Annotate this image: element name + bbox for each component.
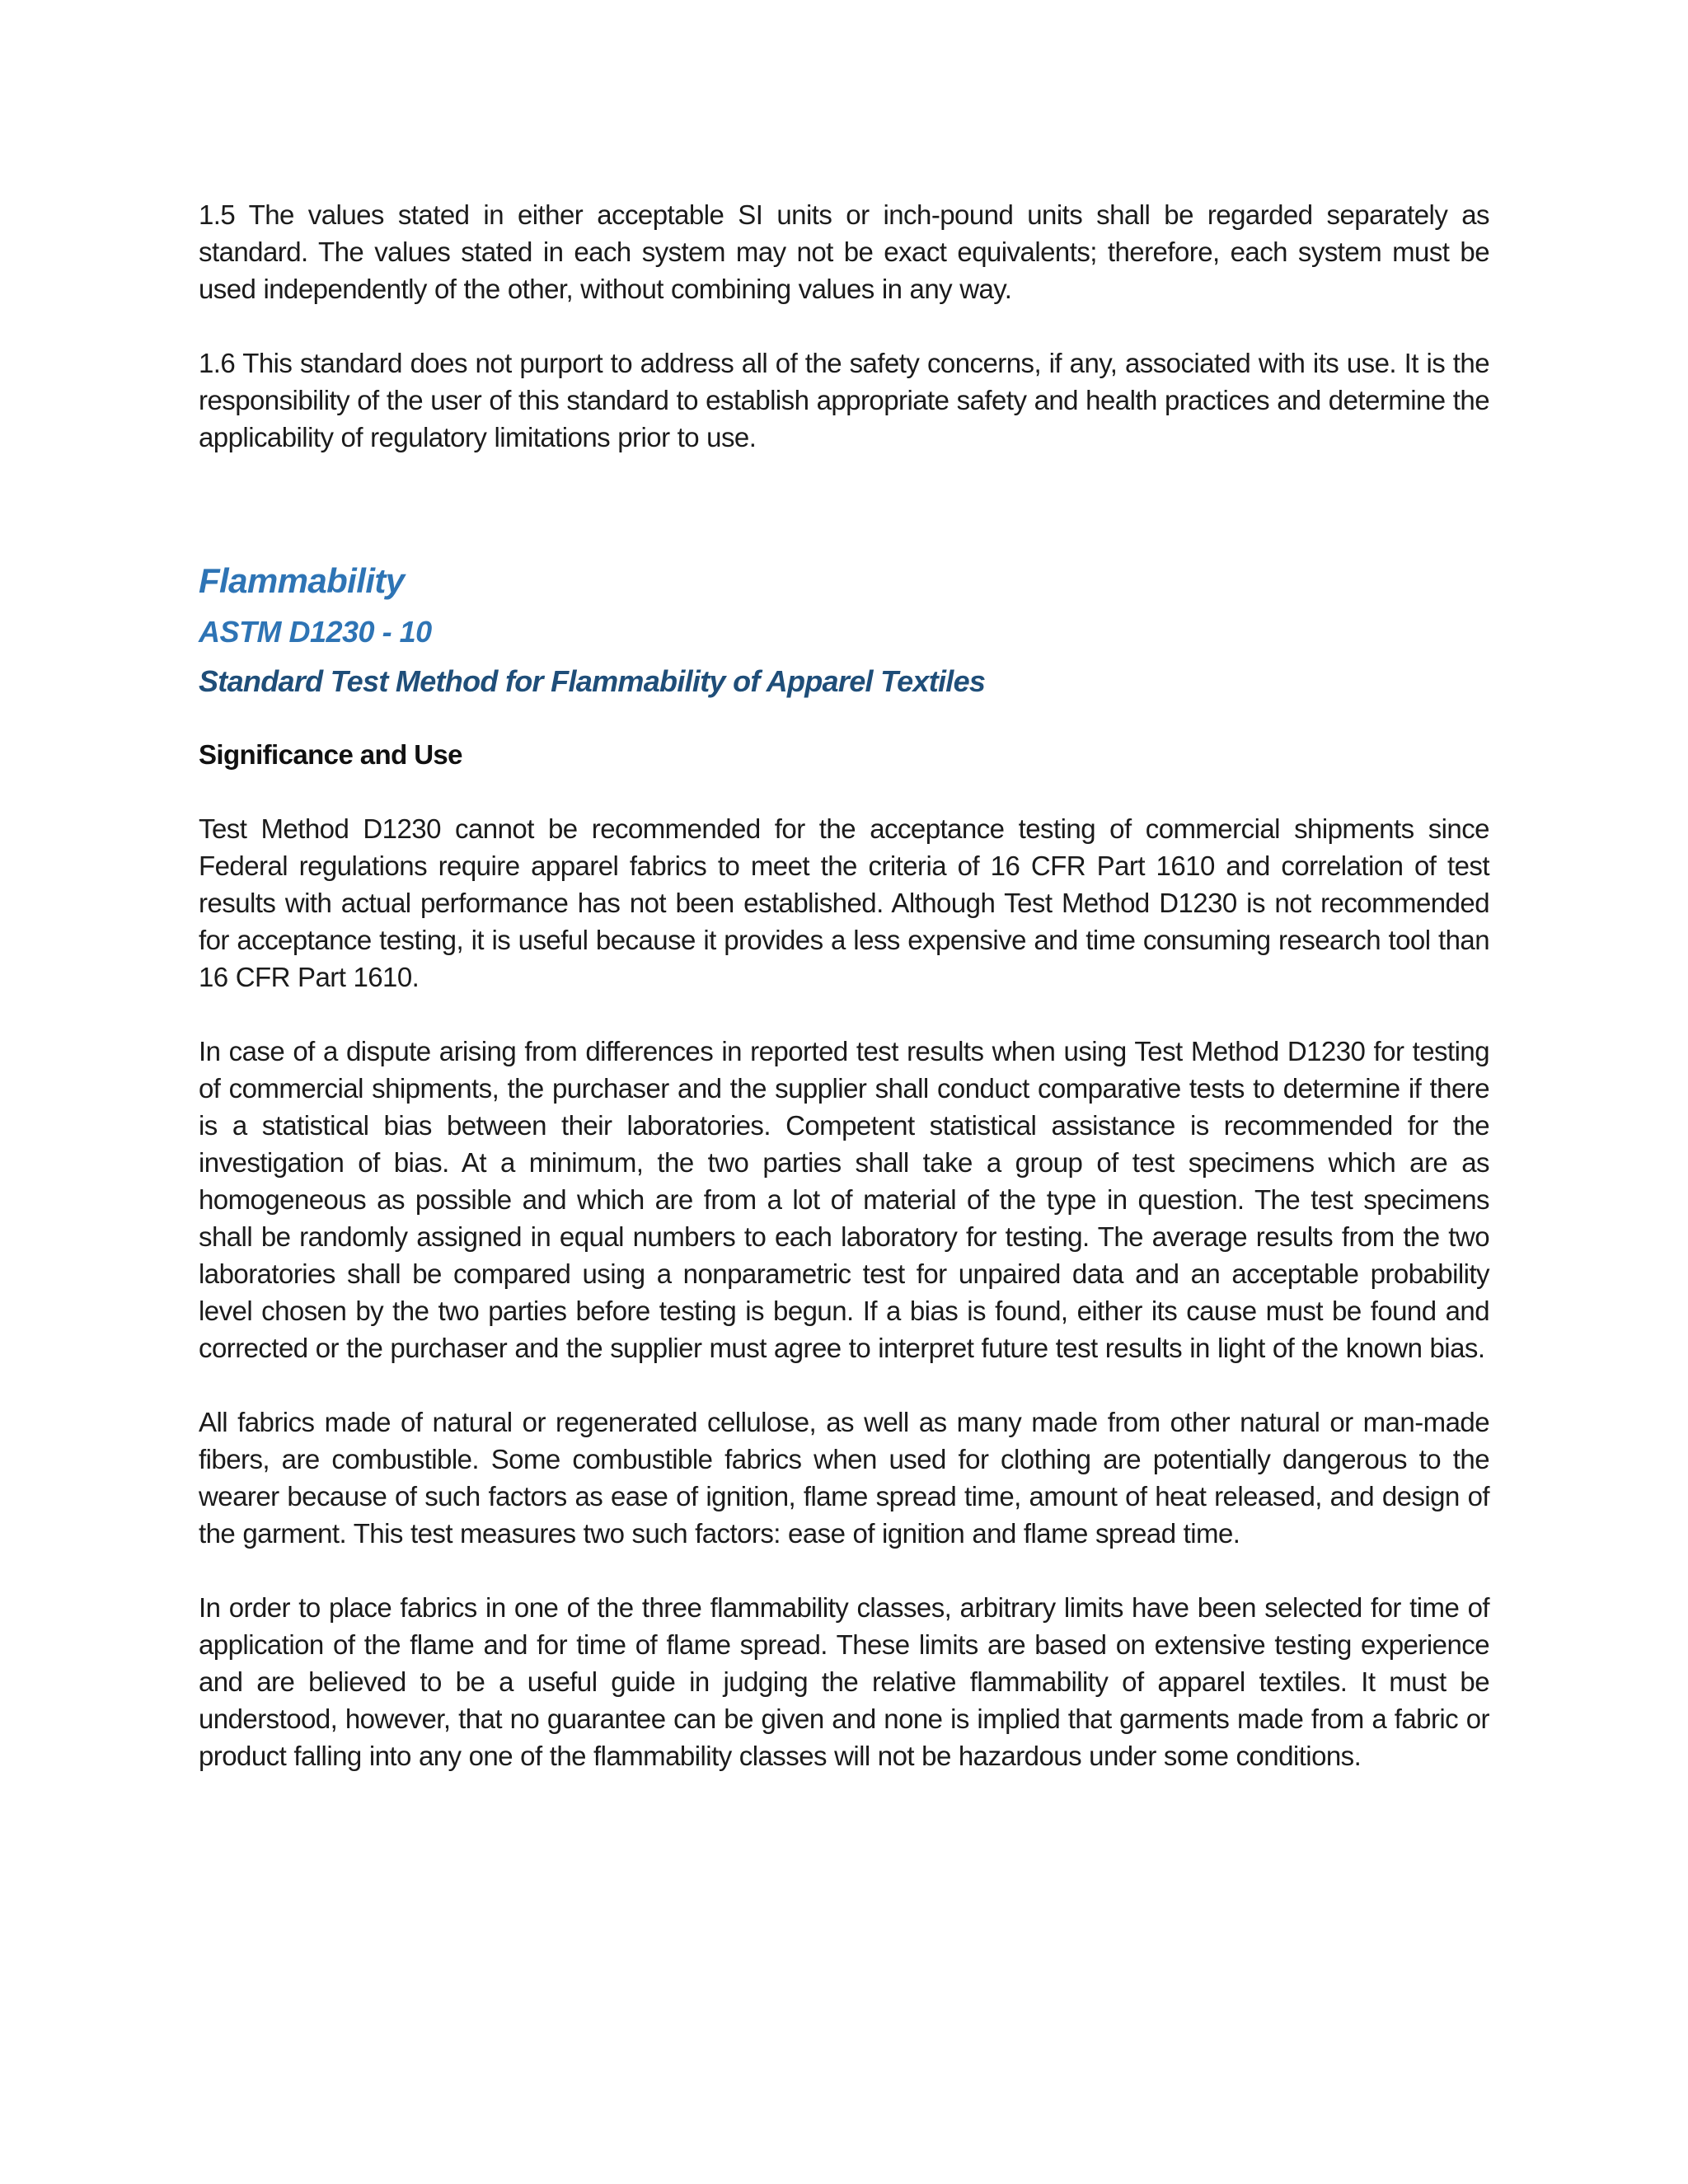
document-page [199,196,1489,1774]
paragraph-1-6: 1.6 This standard does not purport to address all of the safety concerns, if any, associated with its use. It is the responsibility of the user of this standard to establish appropriate safety and health practices and determine the applicability of regulatory limitations prior to use. [199,348,1489,452]
significance-body [199,810,1489,1774]
standard-number: ASTM D1230 - 10 [199,615,432,649]
body-paragraph-4: In order to place fabrics in one of the three flammability classes, arbitrary limits have been selected for time of application of the flame and for time of flame spread. These limits are based on extensive testing experience and are believed to be a useful guide in judging the relative flammability of apparel textiles. It must be understood, however, that no guarantee can be given and none is implied that garments made from a fabric or product falling into any one of the flammability classes will not be hazardous under some conditions. [199,1592,1489,1771]
body-paragraph-3: All fabrics made of natural or regenerated cellulose, as well as many made from other natural or man-made fibers, are combustible. Some combustible fabrics when used for clothing are potentially dangerous to the wearer because of such factors as ease of ignition, flame spread time, amount of heat released, and design of the garment. This test measures two such factors: ease of ignition and flame spread time. [199,1407,1489,1549]
body-paragraph-2: In case of a dispute arising from differences in reported test results when using Test Method D1230 for testing of commercial shipments, the purchaser and the supplier shall conduct comparative tests to determine if there is a statistical bias between their laboratories. Competent statistical assistance is recommended for the investigation of bias. At a minimum, the two parties shall take a group of test specimens which are as homogeneous as possible and which are from a lot of material of the type in question. The test specimens shall be randomly assigned in equal numbers to each laboratory for testing. The average results from the two laboratories shall be compared using a nonparametric test for unpaired data and an acceptable probability level chosen by the two parties before testing is begun. If a bias is found, either its cause must be found and corrected or the purchaser and the supplier must agree to interpret future test results in light of the known bias. [199,1036,1489,1363]
significance-and-use-heading: Significance and Use [199,739,462,770]
section-title: Flammability [199,561,405,600]
standard-title: Standard Test Method for Flammability of Apparel Textiles [199,664,986,698]
body-paragraph-1: Test Method D1230 cannot be recommended for the acceptance testing of commercial shipments since Federal regulations require apparel fabrics to meet the criteria of 16 CFR Part 1610 and correlation of test results with actual performance has not been established. Although Test Method D1230 is not recommended for acceptance testing, it is useful because it provides a less expensive and time consuming research tool than 16 CFR Part 1610. [199,813,1489,992]
paragraph-1-5: 1.5 The values stated in either acceptable SI units or inch-pound units shall be regarded separately as standard. The values stated in each system may not be exact equivalents; therefore, each system must be used independently of the other, without combining values in any way. [199,199,1489,304]
